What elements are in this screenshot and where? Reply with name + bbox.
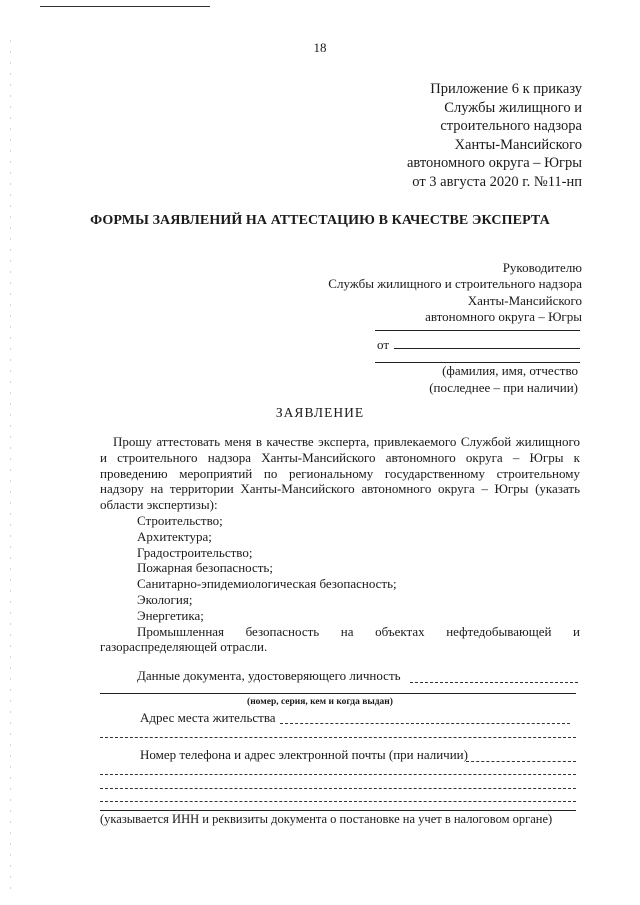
address-field[interactable] (280, 723, 570, 724)
phone-email-field[interactable] (466, 761, 576, 762)
phone-email-label: Номер телефона и адрес электронной почты (при наличии) (140, 747, 468, 762)
expertise-area: Пожарная безопасность; (137, 560, 273, 576)
fio-caption-line: (последнее – при наличии) (429, 380, 578, 395)
inn-field-1[interactable] (100, 788, 576, 789)
expertise-area: Энергетика; (137, 607, 204, 623)
id-document-field[interactable] (410, 682, 578, 683)
phone-email-field-2[interactable] (100, 774, 576, 775)
inn-field-3[interactable] (100, 810, 576, 811)
fio-caption (429, 362, 578, 396)
addressee-line: Руководителю (502, 260, 582, 275)
inn-field-2[interactable] (100, 801, 576, 802)
id-document-label: Данные документа, удостоверяющего личность (137, 668, 401, 683)
inn-caption: (указывается ИНН и реквизиты документа о постановке на учет в налоговом органе) (100, 812, 553, 826)
scan-edge-marks (10, 40, 11, 890)
document-title: ФОРМЫ ЗАЯВЛЕНИЙ НА АТТЕСТАЦИЮ В КАЧЕСТВЕ ЭКСПЕРТА (90, 213, 550, 228)
appendix-line: Службы жилищного и (444, 99, 582, 116)
scan-top-line (40, 6, 210, 7)
addressee-block (328, 260, 582, 325)
expertise-areas-list (100, 513, 580, 624)
applicant-name-field[interactable] (394, 348, 580, 349)
expertise-area-industrial: Промышленная безопасность на объектах нефтедобывающей и (137, 623, 580, 639)
appendix-line: автономного округа – Югры (406, 155, 582, 172)
appendix-block (407, 80, 582, 192)
appendix-line: Приложение 6 к приказу (430, 81, 582, 97)
appendix-line: от 3 августа 2020 г. №11-нп (412, 173, 582, 190)
addressee-line: Ханты-Мансийского (467, 292, 582, 308)
applicant-line-1[interactable] (375, 330, 580, 331)
address-label: Адрес места жительства (140, 710, 276, 725)
request-paragraph: Прошу аттестовать меня в качестве эксперта, привлекаемого Службой жилищного и строительного надзора Ханты-Мансийского автономного округа – Югры к проведению мероприятий по региональному государственному строительному надзору на территории Ханты-Мансийского автономного округа – Югры (указать области экспертизы): (100, 434, 580, 513)
from-label: от (377, 337, 390, 352)
statement-heading: ЗАЯВЛЕНИЕ (275, 405, 365, 420)
expertise-area: Строительство; (137, 512, 223, 528)
addressee-line: Службы жилищного и строительного надзора (328, 276, 582, 292)
expertise-area: Архитектура; (137, 528, 212, 544)
appendix-line: строительного надзора (440, 118, 582, 135)
statement-body (100, 434, 580, 655)
id-document-caption: (номер, серия, кем и когда выдан) (247, 697, 393, 707)
expertise-area: Градостроительство; (137, 544, 253, 560)
addressee-line: автономного округа – Югры (425, 308, 582, 324)
id-document-field-2[interactable] (100, 693, 576, 694)
expertise-area-industrial-cont: газораспределяющей отрасли. (100, 639, 268, 655)
page-number: 18 (313, 40, 327, 55)
fio-caption-line: (фамилия, имя, отчество (442, 363, 578, 378)
appendix-line: Ханты-Мансийского (454, 136, 582, 153)
address-field-2[interactable] (100, 737, 576, 738)
expertise-area: Экология; (137, 591, 193, 607)
expertise-area: Санитарно-эпидемиологическая безопасность; (137, 576, 397, 592)
